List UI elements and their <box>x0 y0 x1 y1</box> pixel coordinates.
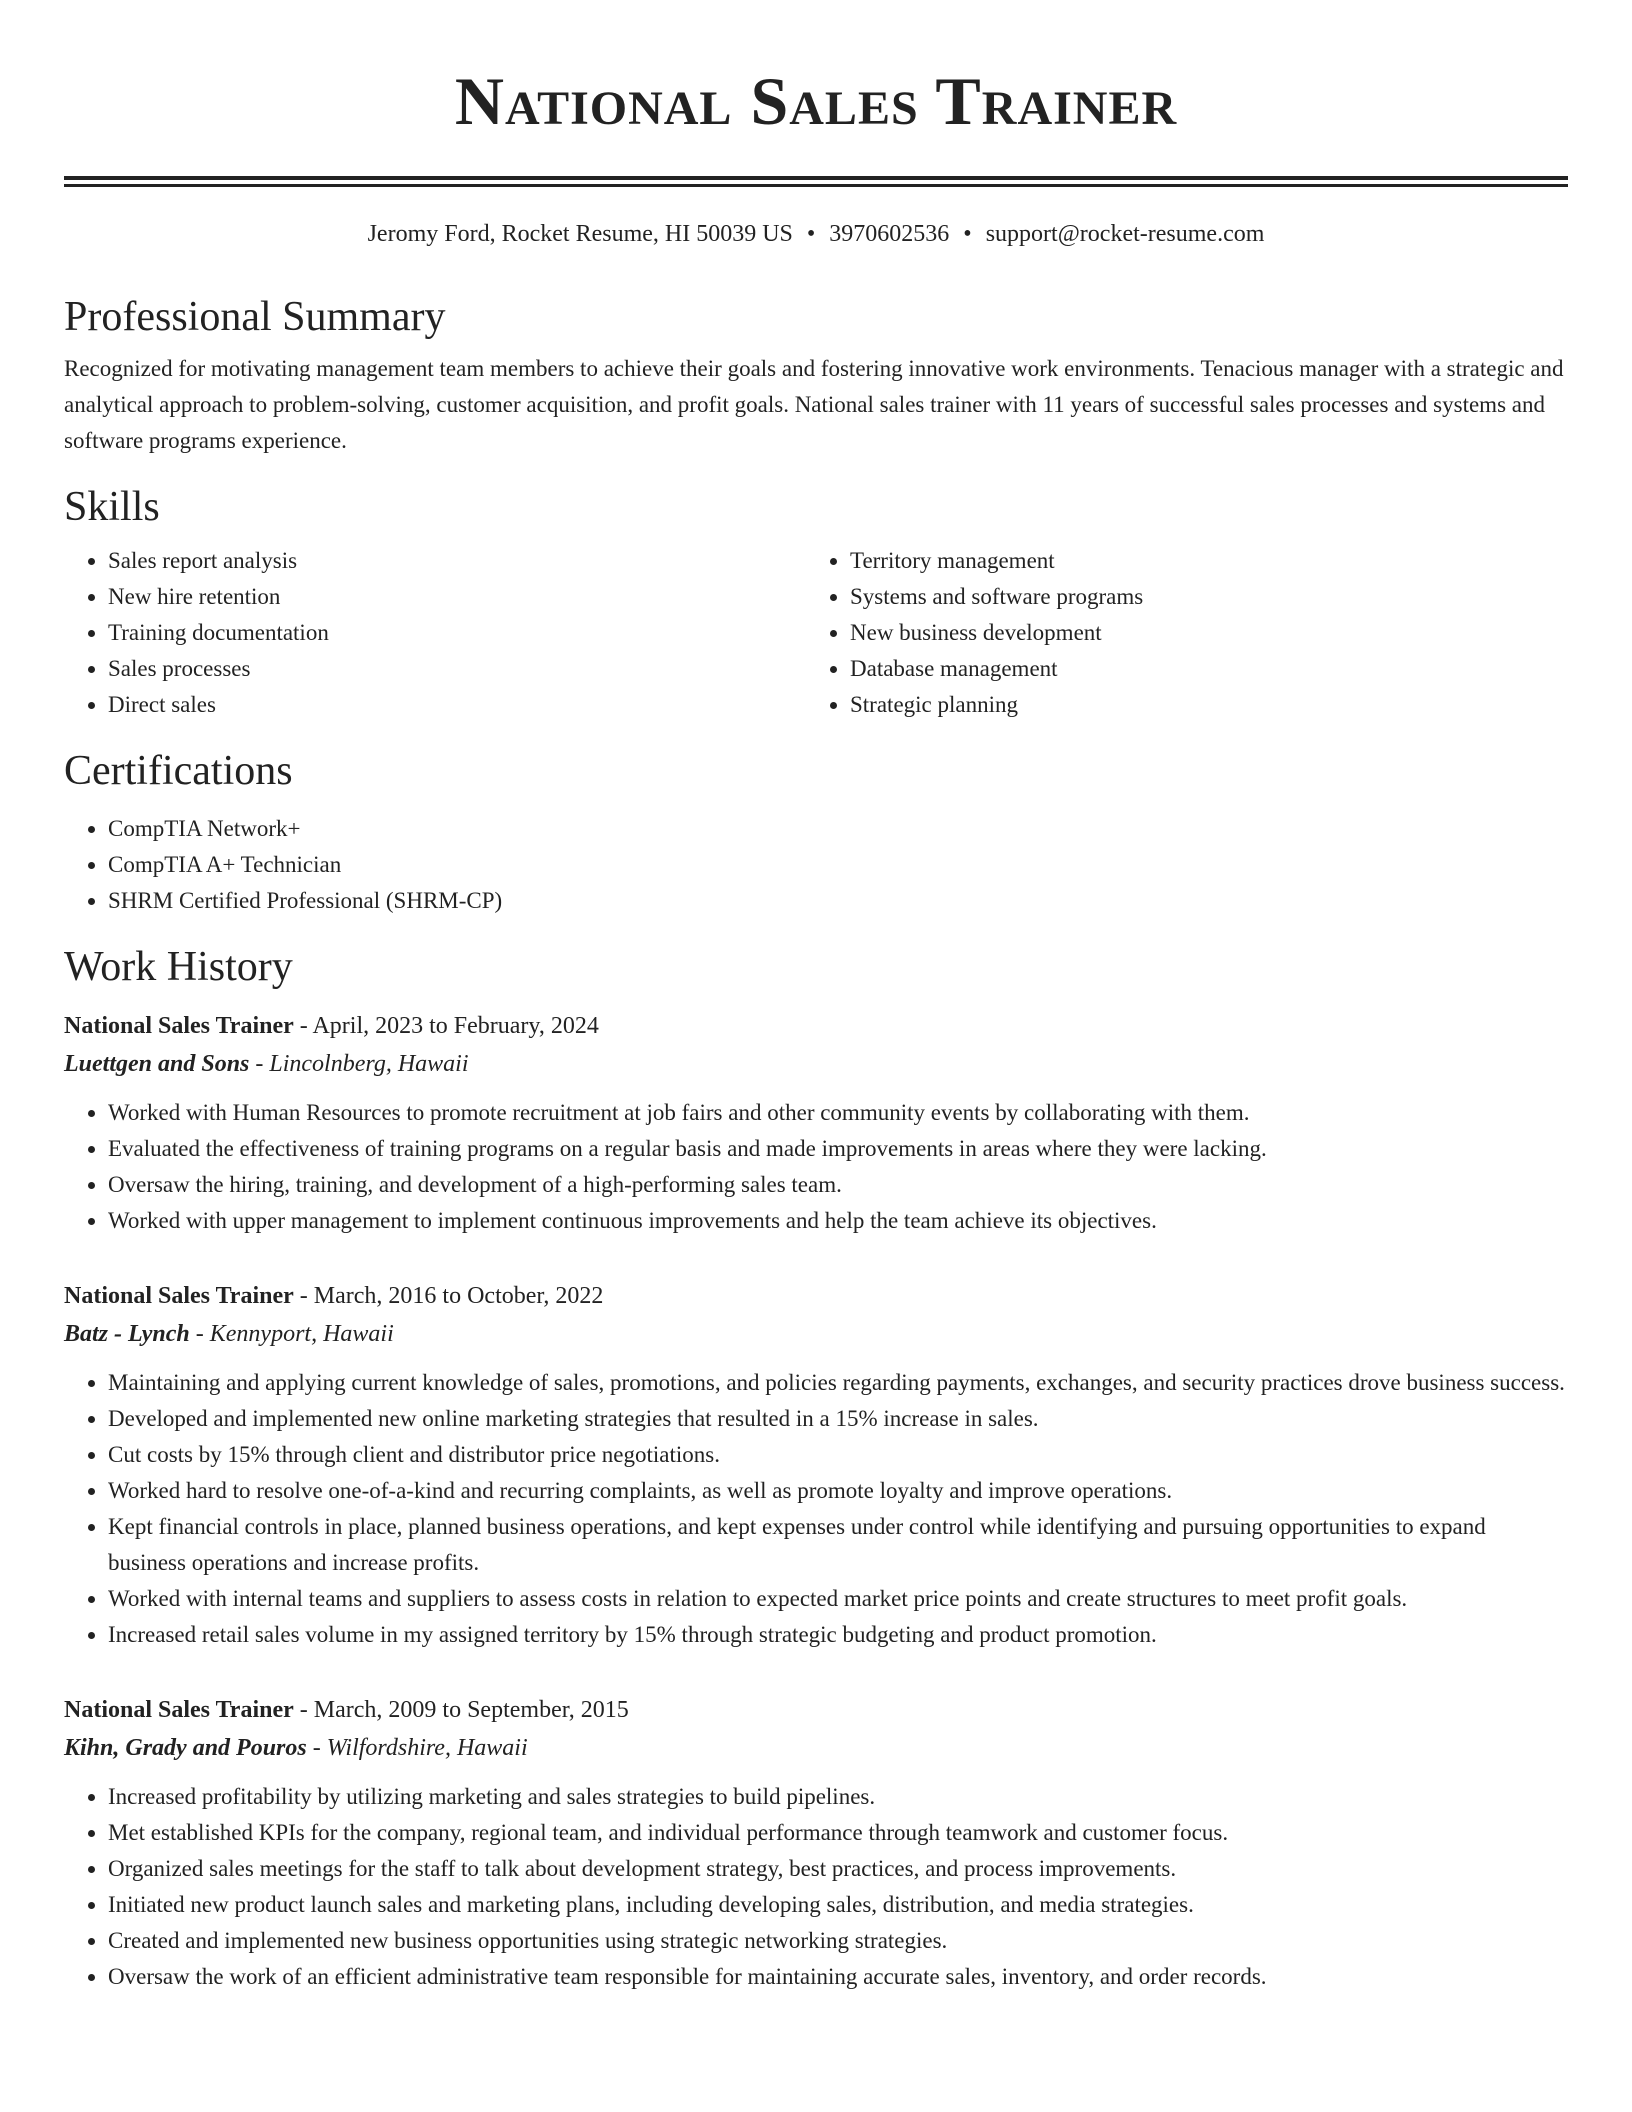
job-title: National Sales Trainer <box>64 1013 294 1039</box>
job-bullets <box>64 1365 1568 1653</box>
title-rule-thin <box>64 184 1568 187</box>
skill-item: • Direct sales <box>108 687 806 723</box>
job-bullet: • Oversaw the hiring, training, and development of a high-performing sales team. <box>108 1167 1568 1203</box>
job-bullet: • Developed and implemented new online marketing strategies that resulted in a 15% increase in sales. <box>108 1401 1568 1437</box>
skills-heading: Skills <box>64 484 160 530</box>
contact-email: support@rocket-resume.com <box>985 221 1265 247</box>
job-bullet: • Kept financial controls in place, planned business operations, and kept expenses under control while identifying and pursuing opportunities to expand business operations and increase profits. <box>108 1509 1568 1581</box>
job-company: Batz - Lynch <box>64 1321 190 1347</box>
job-bullet: • Oversaw the work of an efficient administrative team responsible for maintaining accurate sales, inventory, and order records. <box>108 1959 1568 1995</box>
job-bullet: • Worked with upper management to implement continuous improvements and help the team achieve its objectives. <box>108 1203 1568 1239</box>
skill-item: • Strategic planning <box>850 687 1548 723</box>
skill-item: • Sales processes <box>108 651 806 687</box>
job-bullets <box>64 1095 1568 1239</box>
contact-line <box>64 217 1568 251</box>
job-dates: - April, 2023 to February, 2024 <box>293 1013 599 1039</box>
job-dates: - March, 2016 to October, 2022 <box>293 1283 604 1309</box>
job-title: National Sales Trainer <box>64 1697 294 1723</box>
certification-item: • CompTIA A+ Technician <box>108 847 1568 883</box>
job-bullet: • Worked with Human Resources to promote recruitment at job fairs and other community events by collaborating with them. <box>108 1095 1568 1131</box>
certification-item: • CompTIA Network+ <box>108 811 1568 847</box>
job-company: Luettgen and Sons <box>64 1051 250 1077</box>
job-entry <box>64 1007 1568 1239</box>
certification-item: • SHRM Certified Professional (SHRM-CP) <box>108 883 1568 919</box>
skill-item: • Database management <box>850 651 1548 687</box>
job-bullet: • Cut costs by 15% through client and distributor price negotiations. <box>108 1437 1568 1473</box>
skill-item: • New hire retention <box>108 579 806 615</box>
skills-column-left <box>64 543 806 723</box>
certifications-list <box>64 811 1568 919</box>
job-company-line <box>64 1045 1568 1083</box>
skill-item: • Sales report analysis <box>108 543 806 579</box>
resume-title: National Sales Trainer <box>454 63 1178 139</box>
job-bullets <box>64 1779 1568 1995</box>
job-bullet: • Worked with internal teams and suppliers to assess costs in relation to expected market price points and create structures to meet profit goals. <box>108 1581 1568 1617</box>
contact-separator: • <box>963 221 972 247</box>
job-bullet: • Organized sales meetings for the staff to talk about development strategy, best practices, and process improvements. <box>108 1851 1568 1887</box>
job-title: National Sales Trainer <box>64 1283 294 1309</box>
job-company: Kihn, Grady and Pouros <box>64 1735 307 1761</box>
job-dates: - March, 2009 to September, 2015 <box>293 1697 629 1723</box>
job-bullet: • Worked hard to resolve one-of-a-kind and recurring complaints, as well as promote loyalty and improve operations. <box>108 1473 1568 1509</box>
job-title-line <box>64 1691 1568 1729</box>
job-bullet: • Met established KPIs for the company, regional team, and individual performance through teamwork and customer focus. <box>108 1815 1568 1851</box>
job-bullet: • Maintaining and applying current knowledge of sales, promotions, and policies regarding payments, exchanges, and security practices drove business success. <box>108 1365 1568 1401</box>
contact-separator: • <box>806 221 816 247</box>
job-bullet: • Evaluated the effectiveness of training programs on a regular basis and made improvements in areas where they were lacking. <box>108 1131 1568 1167</box>
skill-item: • Territory management <box>850 543 1548 579</box>
job-title-line <box>64 1277 1568 1315</box>
title-rule-thick <box>64 176 1568 180</box>
job-company-line <box>64 1315 1568 1353</box>
summary-heading: Professional Summary <box>64 294 446 340</box>
job-bullet: • Created and implemented new business opportunities using strategic networking strategies. <box>108 1923 1568 1959</box>
job-title-line <box>64 1007 1568 1045</box>
contact-phone: 3970602536 <box>829 221 950 247</box>
job-location: - Kennyport, Hawaii <box>189 1321 394 1347</box>
job-bullet: • Initiated new product launch sales and marketing plans, including developing sales, distribution, and media strategies. <box>108 1887 1568 1923</box>
job-company-line <box>64 1729 1568 1767</box>
skills-list <box>64 543 1568 723</box>
summary-text: Recognized for motivating management team members to achieve their goals and fostering innovative work environments. Tenacious manager with a strategic and analytical approach to problem-solving, customer acquisition, and profit goals. National sales trainer with 11 years of successful sales processes and systems and software programs experience. <box>64 356 1564 453</box>
work-history-heading: Work History <box>64 944 293 990</box>
job-bullet: • Increased profitability by utilizing marketing and sales strategies to build pipelines. <box>108 1779 1568 1815</box>
certifications-heading: Certifications <box>64 748 293 794</box>
job-entry <box>64 1691 1568 1995</box>
skill-item: • New business development <box>850 615 1548 651</box>
job-entry <box>64 1277 1568 1653</box>
skill-item: • Training documentation <box>108 615 806 651</box>
contact-address: Jeromy Ford, Rocket Resume, HI 50039 US <box>367 221 793 247</box>
skill-item: • Systems and software programs <box>850 579 1548 615</box>
job-location: - Wilfordshire, Hawaii <box>306 1735 528 1761</box>
job-bullet: • Increased retail sales volume in my assigned territory by 15% through strategic budgeting and product promotion. <box>108 1617 1568 1653</box>
job-location: - Lincolnberg, Hawaii <box>249 1051 469 1077</box>
skills-column-right <box>806 543 1548 723</box>
